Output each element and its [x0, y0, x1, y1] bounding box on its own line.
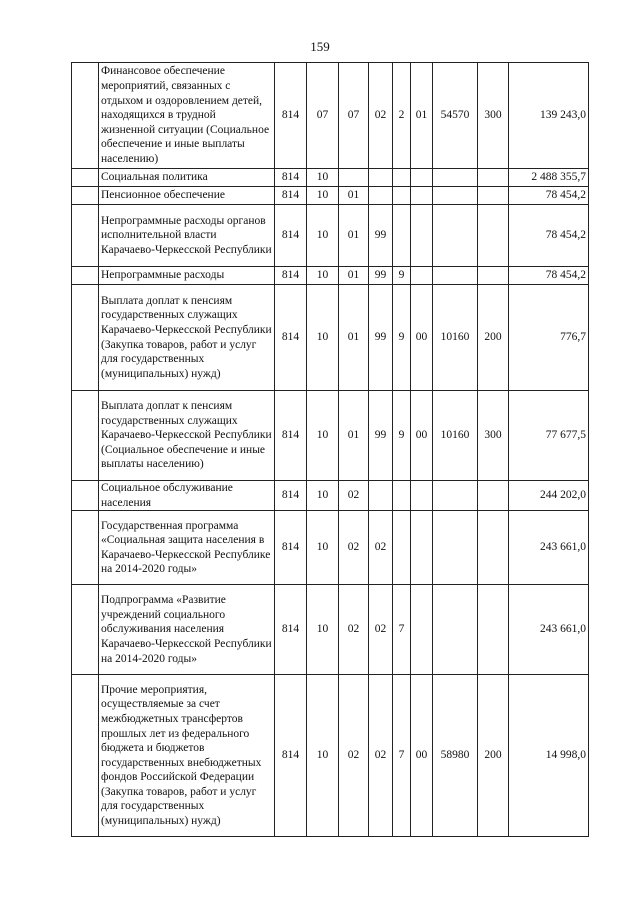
subprogram-code-cell: [393, 169, 411, 187]
number-cell: [72, 169, 99, 187]
ministry-code-cell: 814: [275, 63, 307, 169]
event-code-cell: [411, 169, 433, 187]
direction-code-cell: [433, 205, 478, 267]
amount-cell: 78 454,2: [509, 267, 589, 285]
table-row: [72, 391, 589, 481]
row-name-cell: Непрограммные расходы: [99, 267, 275, 285]
program-code-cell: 02: [369, 63, 393, 169]
section-code-cell: 10: [307, 585, 339, 675]
row-name-cell: Выплата доплат к пенсиям государственных служащих Карачаево-Черкесской Республики (Социальное обеспечение и иные выплаты населению): [99, 391, 275, 481]
subprogram-code-cell: 9: [393, 285, 411, 391]
ministry-code-cell: 814: [275, 205, 307, 267]
section-code-cell: 10: [307, 187, 339, 205]
subprogram-code-cell: 9: [393, 267, 411, 285]
program-code-cell: 99: [369, 205, 393, 267]
table-row: [72, 187, 589, 205]
direction-code-cell: [433, 481, 478, 511]
amount-cell: 243 661,0: [509, 511, 589, 585]
subprogram-code-cell: 2: [393, 63, 411, 169]
row-name-cell: Подпрограмма «Развитие учреждений социального обслуживания населения Карачаево-Черкесской Республики на 2014-2020 годы»: [99, 585, 275, 675]
ministry-code-cell: 814: [275, 511, 307, 585]
program-code-cell: 99: [369, 391, 393, 481]
number-cell: [72, 285, 99, 391]
program-code-cell: 02: [369, 585, 393, 675]
row-name-cell: Социальная политика: [99, 169, 275, 187]
amount-cell: 78 454,2: [509, 205, 589, 267]
number-cell: [72, 675, 99, 837]
program-code-cell: [369, 187, 393, 205]
table-row: [72, 481, 589, 511]
direction-code-cell: 54570: [433, 63, 478, 169]
amount-cell: 14 998,0: [509, 675, 589, 837]
subsection-code-cell: 02: [339, 675, 369, 837]
direction-code-cell: 10160: [433, 391, 478, 481]
event-code-cell: [411, 267, 433, 285]
number-cell: [72, 585, 99, 675]
section-code-cell: 10: [307, 267, 339, 285]
subsection-code-cell: 02: [339, 585, 369, 675]
subprogram-code-cell: [393, 187, 411, 205]
event-code-cell: [411, 511, 433, 585]
program-code-cell: 99: [369, 285, 393, 391]
amount-cell: 2 488 355,7: [509, 169, 589, 187]
subsection-code-cell: 01: [339, 205, 369, 267]
amount-cell: 77 677,5: [509, 391, 589, 481]
table-row: [72, 511, 589, 585]
expense-type-cell: [478, 187, 509, 205]
subsection-code-cell: 07: [339, 63, 369, 169]
program-code-cell: [369, 481, 393, 511]
expense-type-cell: [478, 267, 509, 285]
direction-code-cell: 10160: [433, 285, 478, 391]
amount-cell: 139 243,0: [509, 63, 589, 169]
ministry-code-cell: 814: [275, 267, 307, 285]
number-cell: [72, 391, 99, 481]
page-number: 159: [310, 39, 330, 54]
table-row: [72, 205, 589, 267]
event-code-cell: 00: [411, 391, 433, 481]
section-code-cell: 10: [307, 169, 339, 187]
table-row: [72, 63, 589, 169]
row-name-cell: Пенсионное обеспечение: [99, 187, 275, 205]
subsection-code-cell: 02: [339, 511, 369, 585]
amount-cell: 244 202,0: [509, 481, 589, 511]
subprogram-code-cell: 7: [393, 585, 411, 675]
section-code-cell: 10: [307, 675, 339, 837]
expense-type-cell: [478, 511, 509, 585]
ministry-code-cell: 814: [275, 675, 307, 837]
subprogram-code-cell: [393, 481, 411, 511]
budget-table: [71, 62, 589, 837]
expense-type-cell: [478, 169, 509, 187]
table-row: [72, 285, 589, 391]
ministry-code-cell: 814: [275, 285, 307, 391]
program-code-cell: 02: [369, 675, 393, 837]
event-code-cell: 00: [411, 285, 433, 391]
event-code-cell: [411, 481, 433, 511]
section-code-cell: 10: [307, 481, 339, 511]
section-code-cell: 10: [307, 285, 339, 391]
ministry-code-cell: 814: [275, 585, 307, 675]
expense-type-cell: 300: [478, 63, 509, 169]
number-cell: [72, 63, 99, 169]
subprogram-code-cell: [393, 511, 411, 585]
expense-type-cell: [478, 585, 509, 675]
amount-cell: 243 661,0: [509, 585, 589, 675]
direction-code-cell: [433, 169, 478, 187]
event-code-cell: 01: [411, 63, 433, 169]
table-row: [72, 675, 589, 837]
number-cell: [72, 187, 99, 205]
program-code-cell: 02: [369, 511, 393, 585]
subprogram-code-cell: 9: [393, 391, 411, 481]
event-code-cell: [411, 205, 433, 267]
expense-type-cell: 300: [478, 391, 509, 481]
direction-code-cell: [433, 511, 478, 585]
ministry-code-cell: 814: [275, 391, 307, 481]
event-code-cell: [411, 585, 433, 675]
direction-code-cell: 58980: [433, 675, 478, 837]
direction-code-cell: [433, 267, 478, 285]
subprogram-code-cell: [393, 205, 411, 267]
amount-cell: 78 454,2: [509, 187, 589, 205]
ministry-code-cell: 814: [275, 187, 307, 205]
amount-cell: 776,7: [509, 285, 589, 391]
direction-code-cell: [433, 187, 478, 205]
program-code-cell: [369, 169, 393, 187]
section-code-cell: 10: [307, 205, 339, 267]
row-name-cell: Выплата доплат к пенсиям государственных служащих Карачаево-Черкесской Республики (Закупка товаров, работ и услуг для государственных (муниципальных) нужд): [99, 285, 275, 391]
table-row: [72, 169, 589, 187]
subsection-code-cell: 01: [339, 187, 369, 205]
number-cell: [72, 481, 99, 511]
subsection-code-cell: 01: [339, 391, 369, 481]
row-name-cell: Прочие мероприятия, осуществляемые за счет межбюджетных трансфертов прошлых лет из федерального бюджета и бюджетов государственных внебюджетных фондов Российской Федерации (Закупка товаров, работ и услуг для государственных (муниципальных) нужд): [99, 675, 275, 837]
ministry-code-cell: 814: [275, 481, 307, 511]
subsection-code-cell: 01: [339, 285, 369, 391]
row-name-cell: Непрограммные расходы органов исполнительной власти Карачаево-Черкесской Республики: [99, 205, 275, 267]
event-code-cell: [411, 187, 433, 205]
section-code-cell: 10: [307, 511, 339, 585]
number-cell: [72, 205, 99, 267]
expense-type-cell: 200: [478, 285, 509, 391]
ministry-code-cell: 814: [275, 169, 307, 187]
row-name-cell: Финансовое обеспечение мероприятий, связанных с отдыхом и оздоровлением детей, находящихся в трудной жизненной ситуации (Социальное обеспечение и иные выплаты населению): [99, 63, 275, 169]
row-name-cell: Социальное обслуживание населения: [99, 481, 275, 511]
section-code-cell: 07: [307, 63, 339, 169]
table-row: [72, 585, 589, 675]
subsection-code-cell: [339, 169, 369, 187]
expense-type-cell: [478, 205, 509, 267]
table-row: [72, 267, 589, 285]
subsection-code-cell: 02: [339, 481, 369, 511]
program-code-cell: 99: [369, 267, 393, 285]
direction-code-cell: [433, 585, 478, 675]
subsection-code-cell: 01: [339, 267, 369, 285]
subprogram-code-cell: 7: [393, 675, 411, 837]
number-cell: [72, 267, 99, 285]
number-cell: [72, 511, 99, 585]
event-code-cell: 00: [411, 675, 433, 837]
row-name-cell: Государственная программа «Социальная защита населения в Карачаево-Черкесской Республике на 2014-2020 годы»: [99, 511, 275, 585]
expense-type-cell: [478, 481, 509, 511]
section-code-cell: 10: [307, 391, 339, 481]
expense-type-cell: 200: [478, 675, 509, 837]
